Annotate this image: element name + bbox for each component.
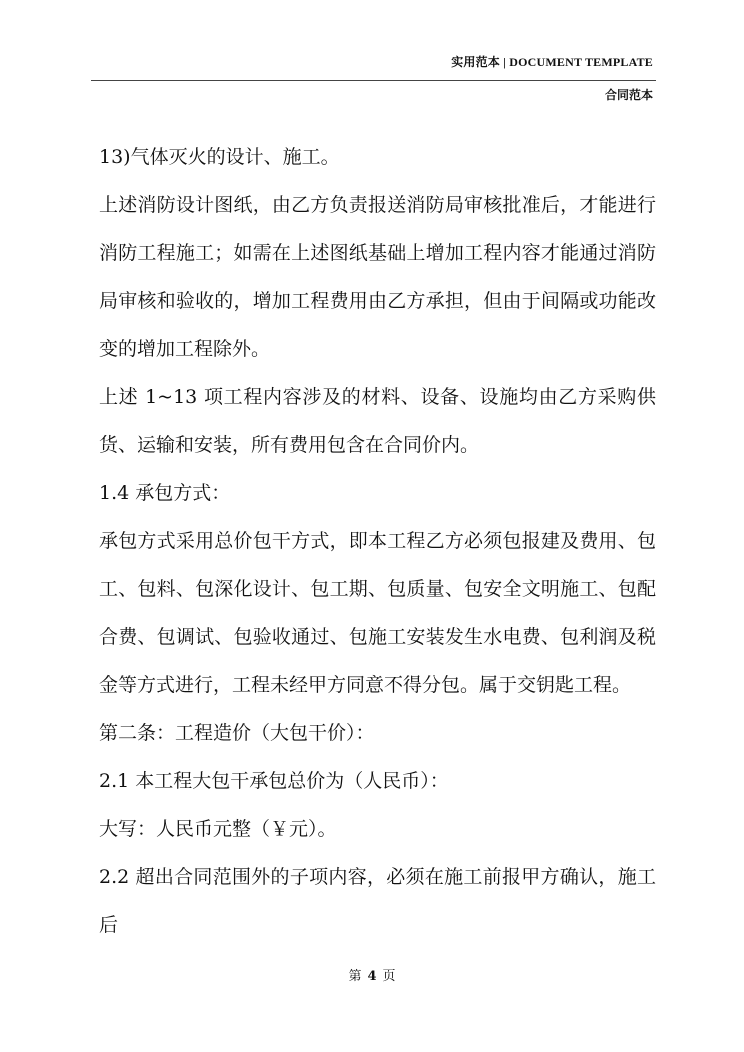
paragraph-contract-method: 承包方式采用总价包干方式，即本工程乙方必须包报建及费用、包工、包料、包深化设计、包工期、包质量、包安全文明施工、包配合费、包调试、包验收通过、包施工安装发生水电费、包利润及税金等方式进行，工程未经甲方同意不得分包。属于交钥匙工程。 (99, 530, 656, 696)
paragraph-amount-in-words: 大写：人民币元整（￥元）。 (99, 818, 337, 840)
page-footer (0, 965, 744, 984)
article-heading-project-cost: 第二条：工程造价（大包干价）： (99, 722, 375, 744)
header-divider (91, 80, 656, 81)
paragraph-item-13: 13)气体灭火的设计、施工。 (99, 146, 340, 168)
paragraph-fire-design-approval: 上述消防设计图纸，由乙方负责报送消防局审核批准后，才能进行消防工程施工；如需在上述图纸基础上增加工程内容才能通过消防局审核和验收的，增加工程费用由乙方承担，但由于间隔或功能改变的增加工程除外。 (99, 194, 656, 360)
paragraph-materials-supply: 上述 1~13 项工程内容涉及的材料、设备、设施均由乙方采购供货、运输和安装，所有费用包含在合同价内。 (99, 386, 656, 456)
paragraph-total-price: 2.1 本工程大包干承包总价为（人民币）： (99, 770, 449, 792)
page-label-suffix: 页 (382, 969, 396, 984)
page-number: 4 (367, 969, 377, 984)
header-subtitle: 合同范本 (604, 88, 653, 102)
page-label-prefix: 第 (348, 969, 362, 984)
header-title: 实用范本 | DOCUMENT TEMPLATE (451, 55, 653, 69)
section-heading-contract-method: 1.4 承包方式： (99, 482, 231, 504)
document-body (99, 133, 656, 949)
paragraph-out-of-scope: 2.2 超出合同范围外的子项内容，必须在施工前报甲方确认，施工后 (99, 866, 656, 936)
